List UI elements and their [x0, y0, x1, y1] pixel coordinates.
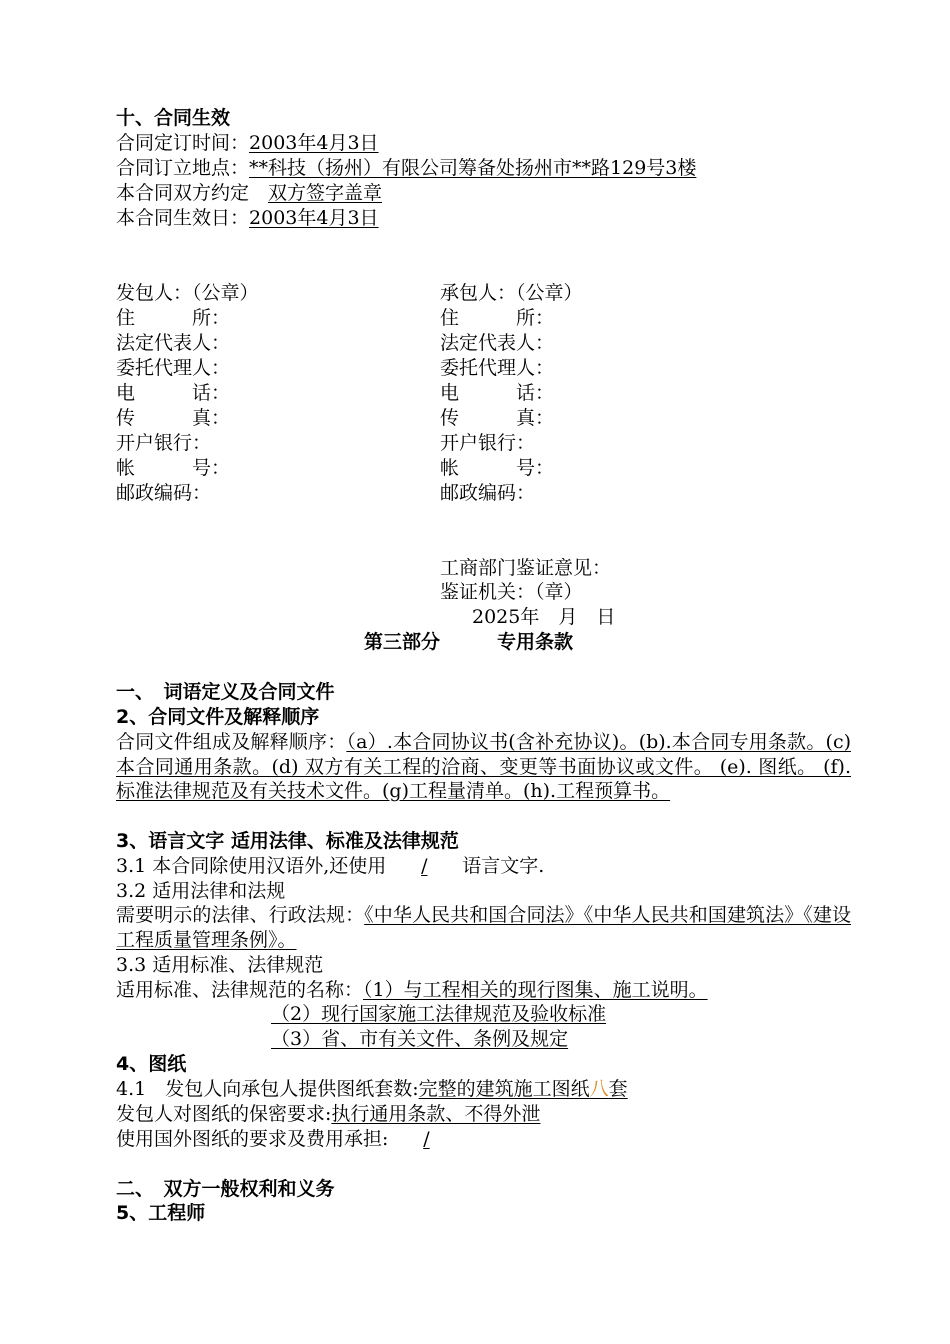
secrecy-value: 执行通用条款、不得外泄: [331, 1103, 541, 1125]
contractor-agent: 委托代理人：: [440, 357, 555, 379]
part3-title: 第三部分 专用条款: [364, 631, 574, 653]
employer-bank: 开户银行：: [116, 432, 212, 454]
drawing-sets-count: 八: [589, 1078, 609, 1100]
drawing-sets-desc: 完整的建筑施工图纸: [418, 1078, 590, 1100]
secrecy-line: [116, 1102, 540, 1126]
contractor-legal-rep: 法定代表人：: [440, 332, 555, 354]
standard-2: （2）现行国家施工法律规范及验收标准: [271, 1003, 607, 1025]
sign-time-label: 合同定订时间：: [116, 132, 250, 154]
foreign-drawings-line: [116, 1127, 464, 1151]
sign-time-line: [116, 131, 379, 155]
sign-place-line: [116, 156, 696, 180]
effective-line: [116, 206, 379, 230]
document-order-text: （a）.本合同协议书(含补充协议)。(b).本合同专用条款。(c)本合同通用条款。(d) 双方有关工程的洽商、变更等书面协议或文件。 (e). 图纸。 (f).标准法律规范及有关技术文件。(g)工程量清单。(h).工程预算书。: [116, 731, 851, 802]
employer-address: 住 所：: [116, 307, 231, 329]
contractor-phone: 电 话：: [440, 382, 555, 404]
verify-opinion: 工商部门鉴证意见：: [440, 557, 612, 579]
document-order-label: 合同文件组成及解释顺序：: [116, 731, 347, 753]
clause-3-3: 3.3 适用标准、法律规范: [116, 954, 324, 976]
clause-4-1-text: 4.1 发包人向承包人提供图纸套数:: [116, 1078, 419, 1100]
sign-place-value: **科技（扬州）有限公司筹备处扬州市**路129号3楼: [249, 157, 697, 179]
contractor-postcode: 邮政编码：: [440, 482, 536, 504]
verify-date: 2025年 月 日: [472, 606, 616, 628]
employer-legal-rep: 法定代表人：: [116, 332, 231, 354]
effective-date: 2003年4月3日: [249, 207, 379, 229]
standards-label: 适用标准、法律规范的名称：: [116, 979, 364, 1001]
section-2-heading: 二、 双方一般权利和义务: [116, 1178, 335, 1200]
standard-3: （3）省、市有关文件、条例及规定: [271, 1028, 569, 1050]
law-text: 《中华人民共和国合同法》《中华人民共和国建筑法》《建设工程质量管理条例》。: [116, 904, 851, 951]
subsection-3-heading: 3、语言文字 适用法律、标准及法律规范: [116, 830, 459, 852]
employer-seal: 发包人：（公章）: [116, 282, 259, 304]
law-paragraph: [116, 903, 851, 952]
law-label: 需要明示的法律、行政法规：: [116, 904, 365, 926]
agree-line: [116, 181, 382, 205]
employer-account: 帐 号：: [116, 457, 231, 479]
sign-place-label: 合同订立地点：: [116, 157, 250, 179]
subsection-2-heading: 2、合同文件及解释顺序: [116, 706, 320, 728]
clause-4-1: [116, 1077, 628, 1101]
document-order-paragraph: [116, 730, 851, 804]
secrecy-label: 发包人对图纸的保密要求:: [116, 1103, 332, 1125]
sign-time-value: 2003年4月3日: [249, 132, 379, 154]
clause-3-1: [116, 854, 544, 878]
standard-1: （1）与工程相关的现行图集、施工说明。: [363, 979, 708, 1001]
employer-agent: 委托代理人：: [116, 357, 231, 379]
clause-3-1-blank: /: [421, 855, 428, 877]
employer-fax: 传 真：: [116, 407, 231, 429]
contractor-account: 帐 号：: [440, 457, 555, 479]
section-1-heading: 一、 词语定义及合同文件: [116, 681, 335, 703]
clause-3-1-text: 3.1 本合同除使用汉语外,还使用: [116, 855, 387, 877]
employer-postcode: 邮政编码：: [116, 482, 212, 504]
clause-3-1-suffix: 语言文字.: [462, 855, 545, 877]
clause-3-2: 3.2 适用法律和法规: [116, 880, 286, 902]
foreign-drawings-blank: /: [423, 1128, 430, 1150]
agree-label: 本合同双方约定: [116, 182, 250, 204]
employer-phone: 电 话：: [116, 382, 231, 404]
contractor-bank: 开户银行：: [440, 432, 536, 454]
effective-label: 本合同生效日：: [116, 207, 250, 229]
verify-authority: 鉴证机关：（章）: [440, 581, 583, 603]
drawing-sets-value: [419, 1078, 628, 1100]
foreign-drawings-label: 使用国外图纸的要求及费用承担:: [116, 1128, 389, 1150]
contractor-address: 住 所：: [440, 307, 555, 329]
contractor-fax: 传 真：: [440, 407, 555, 429]
contractor-seal: 承包人：（公章）: [440, 282, 583, 304]
subsection-4-heading: 4、图纸: [116, 1053, 187, 1075]
agree-value: 双方签字盖章: [268, 182, 383, 204]
subsection-5-heading: 5、工程师: [116, 1202, 206, 1224]
standards-line-1: [116, 978, 708, 1002]
section-10-heading: 十、合同生效: [116, 107, 231, 129]
drawing-sets-unit: 套: [608, 1078, 628, 1100]
